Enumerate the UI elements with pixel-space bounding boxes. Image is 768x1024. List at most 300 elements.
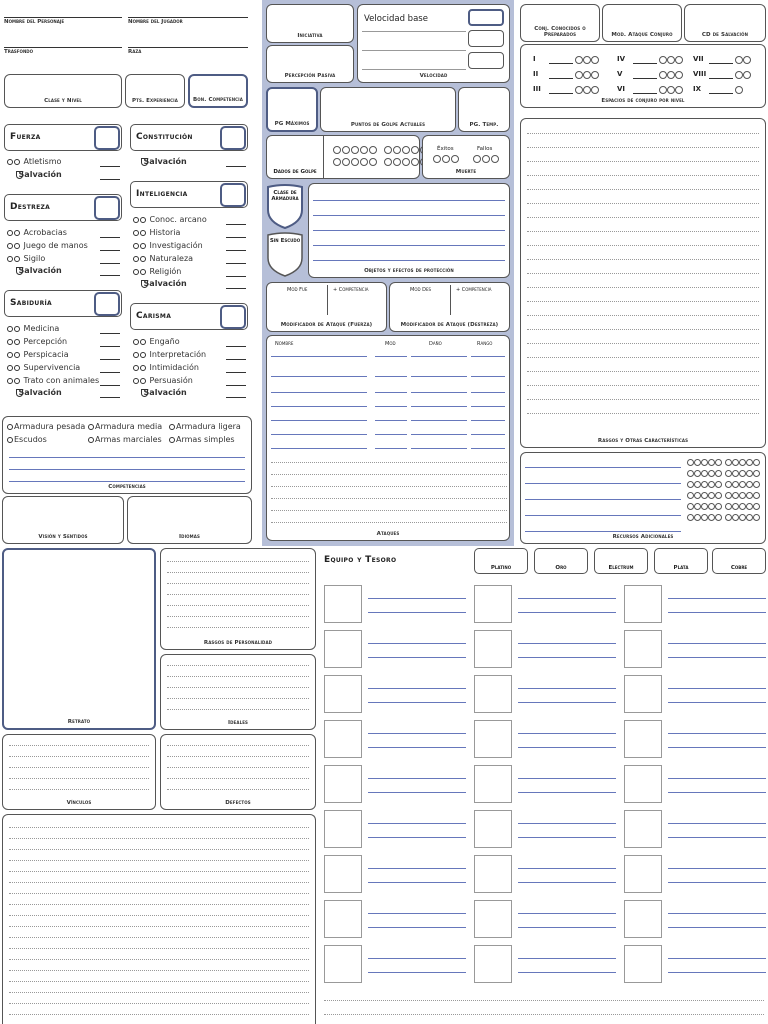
item-quantity-box[interactable] [324,810,362,848]
skill-label: Supervivencia [23,363,81,372]
background-field[interactable] [4,47,122,48]
resource-circle[interactable] [701,492,708,499]
spell-slot-circle[interactable] [675,56,683,64]
attack-name-line[interactable] [271,376,367,377]
spell-slot-circle[interactable] [667,71,675,79]
item-quantity-box[interactable] [624,675,662,713]
spell-dc-box[interactable] [684,4,766,42]
coin-gold[interactable] [534,548,588,574]
hit-dice-circles[interactable] [333,158,429,166]
resource-circle[interactable] [739,481,746,488]
item-line[interactable] [668,868,766,869]
resource-circle[interactable] [732,503,739,510]
item-line[interactable] [368,868,466,869]
resource-circle[interactable] [715,503,722,510]
skill-row[interactable] [133,241,203,250]
resource-circle[interactable] [753,514,760,521]
skill-row[interactable] [133,376,193,385]
spell-attack-box[interactable] [602,4,682,42]
item-line[interactable] [668,612,766,613]
item-quantity-box[interactable] [624,765,662,803]
item-line[interactable] [368,733,466,734]
item-quantity-box[interactable] [474,675,512,713]
spell-slot-circle[interactable] [675,71,683,79]
ability-charisma [130,303,248,330]
speed-alt-box[interactable] [468,52,504,69]
constitution-mod-box[interactable] [220,126,246,150]
resource-circle[interactable] [746,492,753,499]
strength-mod-box[interactable] [94,126,120,150]
xp-box[interactable] [125,74,185,108]
temp-hp-label: PG. Temp. [469,122,499,128]
spell-slot-total[interactable] [633,78,657,79]
spell-slot-circle[interactable] [735,86,743,94]
resource-circle[interactable] [687,481,694,488]
spell-slot-circle[interactable] [575,71,583,79]
item-quantity-box[interactable] [624,810,662,848]
attack-dmg-line[interactable] [411,392,467,393]
item-line[interactable] [518,792,616,793]
dotted-line [9,871,309,872]
charisma-mod-box[interactable] [220,305,246,329]
skill-row[interactable] [7,376,99,385]
item-line[interactable] [518,688,616,689]
save-row[interactable] [141,388,187,397]
save-row[interactable] [141,279,187,288]
initiative-box[interactable] [266,4,354,43]
item-line[interactable] [668,958,766,959]
attack-range-line[interactable] [471,356,505,357]
dotted-line [167,789,309,790]
spell-slot-total[interactable] [549,93,573,94]
item-line[interactable] [368,882,466,883]
item-line[interactable] [368,612,466,613]
resource-circle[interactable] [725,503,732,510]
dotted-line [167,583,309,584]
item-line[interactable] [668,823,766,824]
item-line[interactable] [368,688,466,689]
resource-circle[interactable] [753,459,760,466]
dotted-line [167,745,309,746]
skill-row[interactable] [7,241,88,250]
attack-dmg-line[interactable] [411,434,467,435]
plus-prof-label: + Competencia [333,287,369,293]
resource-circle[interactable] [746,470,753,477]
resource-circle[interactable] [732,481,739,488]
temp-hp-box[interactable] [458,87,510,132]
skill-row[interactable] [133,337,180,346]
resource-circle[interactable] [687,459,694,466]
attack-mod-line[interactable] [375,392,407,393]
resource-circle[interactable] [753,481,760,488]
item-quantity-box[interactable] [624,855,662,893]
item-line[interactable] [518,612,616,613]
attack-mod-line[interactable] [375,356,407,357]
item-quantity-box[interactable] [324,765,362,803]
dexterity-mod-box[interactable] [94,196,120,220]
item-line[interactable] [368,778,466,779]
resource-circle[interactable] [708,481,715,488]
item-quantity-box[interactable] [474,810,512,848]
personality-label: Rasgos de Personalidad [203,640,273,646]
resource-circle[interactable] [715,481,722,488]
skill-row[interactable] [133,254,193,263]
item-quantity-box[interactable] [324,945,362,983]
plus-prof-label: + Competencia [456,287,492,293]
spell-level-label: VIII [693,70,707,78]
attack-name-line[interactable] [271,448,367,449]
current-hp-box[interactable] [320,87,456,132]
resource-circle[interactable] [732,470,739,477]
prof-heavy-armor[interactable] [7,422,85,431]
attack-dmg-line[interactable] [411,420,467,421]
flaws-box[interactable] [160,734,316,810]
prof-martial[interactable] [88,435,162,444]
resource-circle[interactable] [739,492,746,499]
item-quantity-box[interactable] [324,675,362,713]
col-range: Rango [477,341,493,347]
spell-slot-circle[interactable] [667,56,675,64]
spell-slot-circle[interactable] [735,56,743,64]
item-line[interactable] [668,913,766,914]
item-line[interactable] [518,643,616,644]
spell-slot-total[interactable] [709,78,733,79]
attack-range-line[interactable] [471,420,505,421]
attack-dmg-line[interactable] [411,448,467,449]
item-line[interactable] [368,927,466,928]
resource-circle[interactable] [708,470,715,477]
col-damage: Daño [429,341,442,347]
resource-circle[interactable] [739,459,746,466]
resource-circle[interactable] [701,481,708,488]
spell-slot-circle[interactable] [675,86,683,94]
ability-intelligence [130,181,248,208]
item-line[interactable] [668,598,766,599]
class-level-box[interactable] [4,74,122,108]
attack-dmg-line[interactable] [411,406,467,407]
resource-circle[interactable] [701,470,708,477]
resource-circle[interactable] [725,459,732,466]
attack-range-line[interactable] [471,376,505,377]
item-quantity-box[interactable] [624,945,662,983]
item-line[interactable] [518,823,616,824]
resource-circle[interactable] [746,481,753,488]
resource-circle[interactable] [708,514,715,521]
save-row[interactable] [16,266,62,275]
attack-range-line[interactable] [471,406,505,407]
attack-name-line[interactable] [271,406,367,407]
item-line[interactable] [368,657,466,658]
success-circles[interactable] [433,155,460,163]
resource-circle[interactable] [708,492,715,499]
skill-label: Conoc. arcano [149,215,207,224]
item-line[interactable] [368,823,466,824]
resource-circle[interactable] [732,492,739,499]
resource-circle[interactable] [732,459,739,466]
ability-strength [4,124,122,151]
item-line[interactable] [518,733,616,734]
hit-dice-circles[interactable] [333,146,429,154]
spell-slot-circle[interactable] [667,86,675,94]
skill-athletics-label: Atletismo [23,157,62,166]
spell-slot-total[interactable] [633,93,657,94]
attack-dmg-line[interactable] [411,376,467,377]
bonds-box[interactable] [2,734,156,810]
item-line[interactable] [518,598,616,599]
coin-copper[interactable] [712,548,766,574]
resource-circle[interactable] [753,492,760,499]
item-quantity-box[interactable] [624,630,662,668]
dotted-line [167,605,309,606]
attack-name-line[interactable] [271,434,367,435]
item-line[interactable] [668,657,766,658]
resource-circle[interactable] [694,470,701,477]
skill-row[interactable] [7,350,69,359]
item-line[interactable] [518,702,616,703]
spell-slot-circle[interactable] [591,86,599,94]
resource-circle[interactable] [739,503,746,510]
speed-value-box[interactable] [468,9,504,26]
item-quantity-box[interactable] [324,630,362,668]
item-line[interactable] [668,792,766,793]
resource-circle[interactable] [746,503,753,510]
item-line[interactable] [368,913,466,914]
item-line[interactable] [518,837,616,838]
prof-light-armor[interactable] [169,422,241,431]
item-line[interactable] [668,882,766,883]
item-line[interactable] [518,868,616,869]
features-box[interactable] [520,118,766,448]
resource-circle[interactable] [715,492,722,499]
item-line[interactable] [668,778,766,779]
resource-circle[interactable] [694,503,701,510]
prof-label: Armas simples [176,435,235,444]
item-quantity-box[interactable] [474,945,512,983]
resource-circle[interactable] [708,503,715,510]
resource-circle[interactable] [746,514,753,521]
resource-circle[interactable] [694,481,701,488]
item-line[interactable] [518,958,616,959]
attack-range-line[interactable] [471,392,505,393]
spell-slot-circle[interactable] [743,56,751,64]
skill-row[interactable] [7,324,59,333]
resource-circle[interactable] [701,514,708,521]
item-quantity-box[interactable] [324,720,362,758]
passive-perception-box[interactable] [266,45,354,83]
portrait-box[interactable] [2,548,156,730]
spell-slot-circle[interactable] [591,56,599,64]
spell-slot-circle[interactable] [659,71,667,79]
item-quantity-box[interactable] [624,900,662,938]
item-quantity-box[interactable] [324,855,362,893]
attack-mod-line[interactable] [375,376,407,377]
spells-known-box[interactable] [520,4,600,42]
spell-slot-circle[interactable] [591,71,599,79]
item-line[interactable] [368,972,466,973]
coin-silver[interactable] [654,548,708,574]
character-name-field[interactable] [4,17,122,18]
item-line[interactable] [668,972,766,973]
resource-circle[interactable] [715,514,722,521]
spell-slot-circle[interactable] [583,86,591,94]
item-line[interactable] [668,688,766,689]
resource-circle[interactable] [725,492,732,499]
attack-mod-line[interactable] [375,448,407,449]
speed-alt-box[interactable] [468,30,504,47]
mod-str-label: Mod Fue [287,287,308,293]
resource-circle[interactable] [753,503,760,510]
resource-circle[interactable] [715,459,722,466]
skill-row[interactable] [133,363,199,372]
resource-circle[interactable] [725,481,732,488]
item-line[interactable] [368,792,466,793]
prof-shields[interactable] [7,435,47,444]
item-line[interactable] [518,747,616,748]
senses-box[interactable] [2,496,124,544]
prof-simple[interactable] [169,435,235,444]
item-line[interactable] [518,882,616,883]
item-line[interactable] [668,702,766,703]
resource-circle[interactable] [708,459,715,466]
resource-circle[interactable] [701,459,708,466]
spell-slot-total[interactable] [709,63,733,64]
item-quantity-box[interactable] [324,585,362,623]
attack-mod-line[interactable] [375,434,407,435]
player-name-field[interactable] [128,17,248,18]
max-hp-box[interactable] [266,87,318,132]
item-quantity-box[interactable] [474,720,512,758]
attack-mod-line[interactable] [375,406,407,407]
spell-slot-total[interactable] [709,93,733,94]
dotted-line [9,992,309,993]
item-line[interactable] [368,702,466,703]
resource-circle[interactable] [687,514,694,521]
resource-circle[interactable] [739,470,746,477]
item-quantity-box[interactable] [474,585,512,623]
resource-circle[interactable] [694,492,701,499]
dotted-line [324,1000,764,1001]
item-quantity-box[interactable] [624,585,662,623]
item-quantity-box[interactable] [474,900,512,938]
languages-title: Idiomas [179,534,200,540]
item-line[interactable] [668,747,766,748]
item-line[interactable] [518,927,616,928]
speed-box [357,4,510,83]
resource-circle[interactable] [687,503,694,510]
spell-slot-total[interactable] [549,78,573,79]
resource-circle[interactable] [739,514,746,521]
coin-platinum[interactable] [474,548,528,574]
resource-circle[interactable] [694,514,701,521]
resource-circle[interactable] [694,459,701,466]
skill-row[interactable] [7,363,80,372]
skill-row[interactable] [133,228,180,237]
dotted-line [527,371,759,372]
wisdom-mod-box[interactable] [94,292,120,316]
dotted-line [9,882,309,883]
resource-circle[interactable] [746,459,753,466]
resource-circle[interactable] [725,470,732,477]
item-line[interactable] [668,837,766,838]
resource-circle[interactable] [701,503,708,510]
resource-circle[interactable] [732,514,739,521]
item-quantity-box[interactable] [624,720,662,758]
item-line[interactable] [518,913,616,914]
attack-dmg-line[interactable] [411,356,467,357]
item-quantity-box[interactable] [474,855,512,893]
coin-electrum[interactable] [594,548,648,574]
spell-level-label: VII [693,55,704,63]
resource-circle[interactable] [715,470,722,477]
skill-row[interactable] [7,337,67,346]
item-quantity-box[interactable] [324,900,362,938]
skill-row[interactable] [7,157,61,166]
spell-slot-circle[interactable] [575,56,583,64]
languages-box[interactable] [127,496,252,544]
item-line[interactable] [518,972,616,973]
item-line[interactable] [668,733,766,734]
spell-slot-total[interactable] [633,63,657,64]
item-line[interactable] [518,657,616,658]
resource-circle[interactable] [687,492,694,499]
spell-slot-circle[interactable] [743,71,751,79]
skill-row[interactable] [133,215,207,224]
resource-circle[interactable] [725,514,732,521]
resource-circle[interactable] [687,470,694,477]
spell-slot-circle[interactable] [735,71,743,79]
save-row[interactable] [141,157,187,166]
spell-slot-circle[interactable] [583,56,591,64]
item-line[interactable] [368,598,466,599]
ideals-box[interactable] [160,654,316,730]
item-line[interactable] [368,958,466,959]
skill-row[interactable] [7,254,45,263]
intelligence-mod-box[interactable] [220,183,246,207]
personality-box[interactable] [160,548,316,650]
spell-slot-circle[interactable] [659,86,667,94]
prof-medium-armor[interactable] [88,422,162,431]
item-line[interactable] [368,837,466,838]
item-line[interactable] [368,747,466,748]
prof-bonus-box[interactable] [188,74,248,108]
spell-slot-circle[interactable] [659,56,667,64]
resource-circle[interactable] [753,470,760,477]
attack-name-line[interactable] [271,392,367,393]
item-line[interactable] [518,778,616,779]
skill-row[interactable] [133,267,181,276]
save-row[interactable] [16,388,62,397]
attack-name-line[interactable] [271,356,367,357]
attack-mod-line[interactable] [375,420,407,421]
spell-slot-circle[interactable] [583,71,591,79]
attack-name-line[interactable] [271,420,367,421]
attack-range-line[interactable] [471,448,505,449]
failure-circles[interactable] [473,155,500,163]
item-quantity-box[interactable] [474,765,512,803]
notes-box[interactable] [2,814,316,1024]
item-line[interactable] [668,927,766,928]
skill-row[interactable] [7,228,67,237]
attack-range-line[interactable] [471,434,505,435]
spell-slot-total[interactable] [549,63,573,64]
spell-slot-circle[interactable] [575,86,583,94]
save-row[interactable] [16,170,62,179]
item-line[interactable] [368,643,466,644]
race-field[interactable] [128,47,248,48]
item-line[interactable] [668,643,766,644]
skill-row[interactable] [133,350,206,359]
item-quantity-box[interactable] [474,630,512,668]
